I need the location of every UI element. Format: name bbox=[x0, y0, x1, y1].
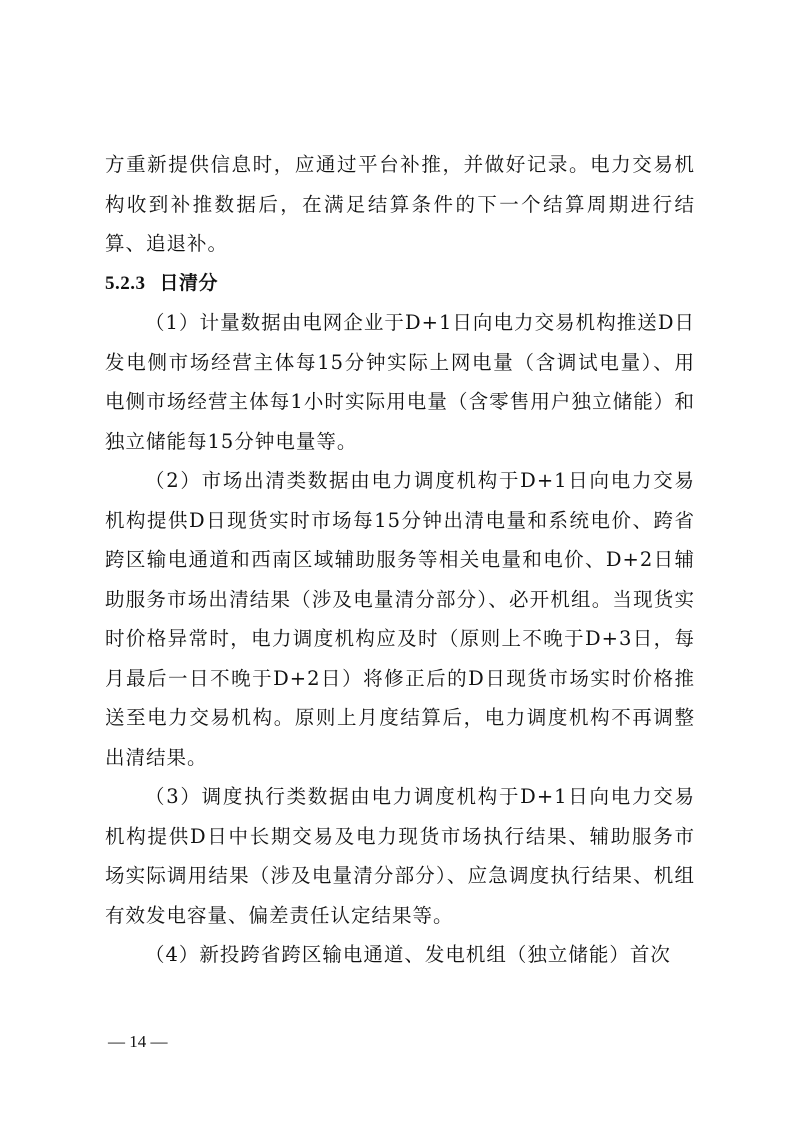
section-title: 日清分 bbox=[159, 271, 219, 294]
section-number: 5.2.3 bbox=[105, 272, 146, 294]
paragraph-item-1: （1）计量数据由电网企业于D+1日向电力交易机构推送D日发电侧市场经营主体每15分钟实际上网电量（含调试电量）、用电侧市场经营主体每1小时实际用电量（含零售用户独立储能）和独立储能每15分钟电量等。 bbox=[105, 311, 695, 453]
page-body bbox=[105, 145, 695, 975]
section-heading bbox=[105, 264, 695, 304]
paragraph-item-3: （3）调度执行类数据由电力调度机构于D+1日向电力交易机构提供D日中长期交易及电力现货市场执行结果、辅助服务市场实际调用结果（涉及电量清分部分）、应急调度执行结果、机组有效发电容量、偏差责任认定结果等。 bbox=[105, 785, 695, 927]
paragraph-item-4: （4）新投跨省跨区输电通道、发电机组（独立储能）首次 bbox=[145, 943, 671, 966]
page-number: — 14 — bbox=[108, 1032, 168, 1051]
continued-paragraph: 方重新提供信息时，应通过平台补推，并做好记录。电力交易机构收到补推数据后，在满足结算条件的下一个结算周期进行结算、追退补。 bbox=[105, 153, 695, 255]
paragraph-item-2: （2）市场出清类数据由电力调度机构于D+1日向电力交易机构提供D日现货实时市场每15分钟出清电量和系统电价、跨省跨区输电通道和西南区域辅助服务等相关电量和电价、D+2日辅助服务市场出清结果（涉及电量清分部分）、必开机组。当现货实时价格异常时，电力调度机构应及时（原则上不晚于D+3日，每月最后一日不晚于D+2日）将修正后的D日现货市场实时价格推送至电力交易机构。原则上月度结算后，电力调度机构不再调整出清结果。 bbox=[105, 469, 695, 769]
